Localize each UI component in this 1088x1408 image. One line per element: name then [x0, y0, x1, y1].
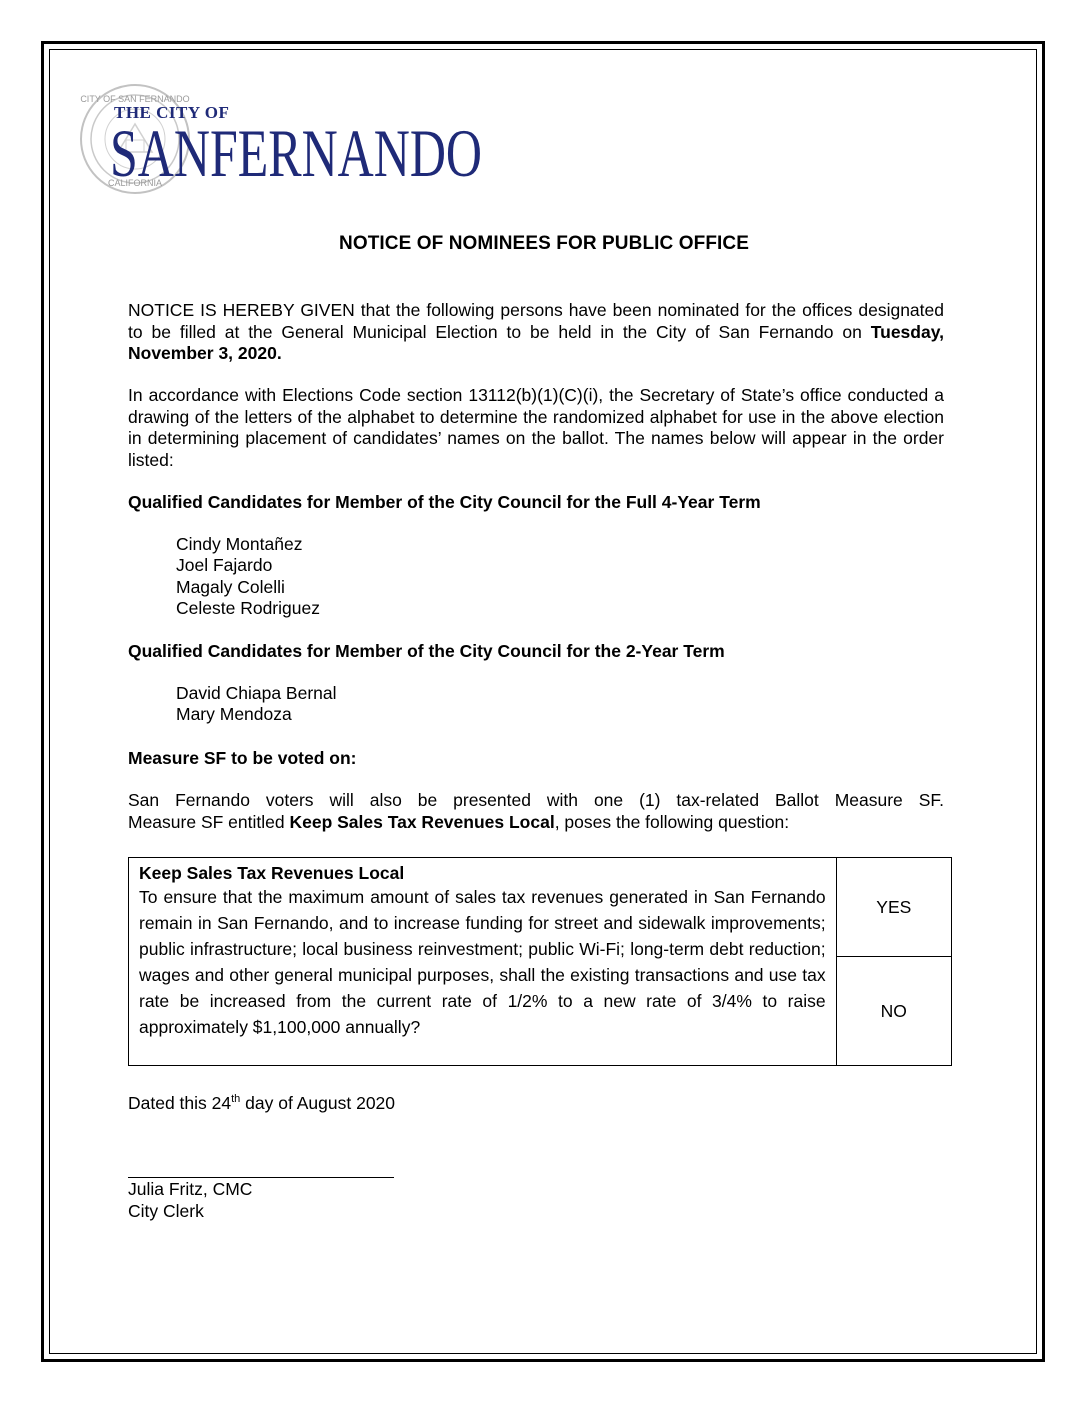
candidate-name: David Chiapa Bernal	[176, 683, 337, 703]
ballot-measure-table	[128, 857, 952, 1066]
intro-paragraph	[128, 300, 944, 365]
dated-post: day of August 2020	[240, 1093, 396, 1113]
measure-question-cell	[129, 858, 837, 1066]
logo-main-text: SANFERNANDO	[110, 115, 482, 191]
candidate-name: Cindy Montañez	[176, 534, 303, 554]
measure-paragraph-line2	[128, 812, 944, 834]
measure-text-pre: Measure SF entitled	[128, 811, 290, 832]
two-year-heading: Qualified Candidates for Member of the City Council for the 2-Year Term	[128, 641, 725, 661]
yes-box: YES	[836, 858, 951, 957]
accordance-paragraph: In accordance with Elections Code section 13112(b)(1)(C)(i), the Secretary of State’s office conducted a drawing of the letters of the alphabet to determine the randomized alphabet for use in the above election in determining placement of candidates’ names on the ballot. The names below will appear in the order listed:	[128, 385, 944, 470]
logo-top-text: THE CITY OF	[114, 103, 230, 122]
signer-name: Julia Fritz, CMC	[128, 1179, 253, 1199]
two-year-candidate-list	[176, 683, 337, 726]
intro-text: NOTICE IS HEREBY GIVEN that the following persons have been nominated for the offices designated to be filled at the General Municipal Election to be held in the City of San Fernando on	[128, 300, 944, 342]
seal-bottom-text: CALIFORNIA	[107, 178, 163, 188]
dated-pre: Dated this 24	[128, 1093, 232, 1113]
candidate-name: Mary Mendoza	[176, 704, 292, 725]
candidate-name: Celeste Rodriguez	[176, 597, 320, 618]
election-date: Tuesday, November 3, 2020.	[128, 321, 944, 363]
city-logo	[78, 82, 498, 198]
seal-top-text: CITY OF SAN FERNANDO	[80, 94, 190, 104]
no-box: NO	[836, 957, 951, 1066]
dated-sup: th	[231, 1093, 241, 1106]
signature-block	[128, 1179, 944, 1222]
candidate-name: Joel Fajardo	[176, 555, 273, 576]
dated-line	[128, 1093, 944, 1115]
measure-paragraph-line1: San Fernando voters will also be presented with one (1) tax-related Ballot Measure SF.	[128, 790, 944, 810]
measure-text-post: , poses the following question:	[554, 811, 790, 832]
signature-line	[128, 1177, 394, 1178]
candidate-name: Magaly Colelli	[176, 576, 285, 597]
full-term-heading: Qualified Candidates for Member of the City Council for the Full 4-Year Term	[128, 492, 761, 512]
measure-box-title: Keep Sales Tax Revenues Local	[139, 863, 405, 883]
measure-name: Keep Sales Tax Revenues Local	[289, 811, 555, 832]
measure-heading: Measure SF to be voted on:	[128, 748, 357, 768]
signer-role: City Clerk	[128, 1200, 204, 1221]
full-term-candidate-list	[176, 534, 320, 619]
page-title: NOTICE OF NOMINEES FOR PUBLIC OFFICE	[339, 233, 749, 254]
measure-question: To ensure that the maximum amount of sales tax revenues generated in San Fernando remain in San Fernando, and to increase funding for street and sidewalk improvements; public infrastructure; local business reinvestment; public Wi-Fi; long-term debt reduction; wages and other general municipal purposes, shall the existing transactions and use tax rate be increased from the current rate of 1/2% to a new rate of 3/4% to raise approximately $1,100,000 annually?	[139, 887, 826, 1037]
measure-paragraph	[128, 790, 944, 833]
